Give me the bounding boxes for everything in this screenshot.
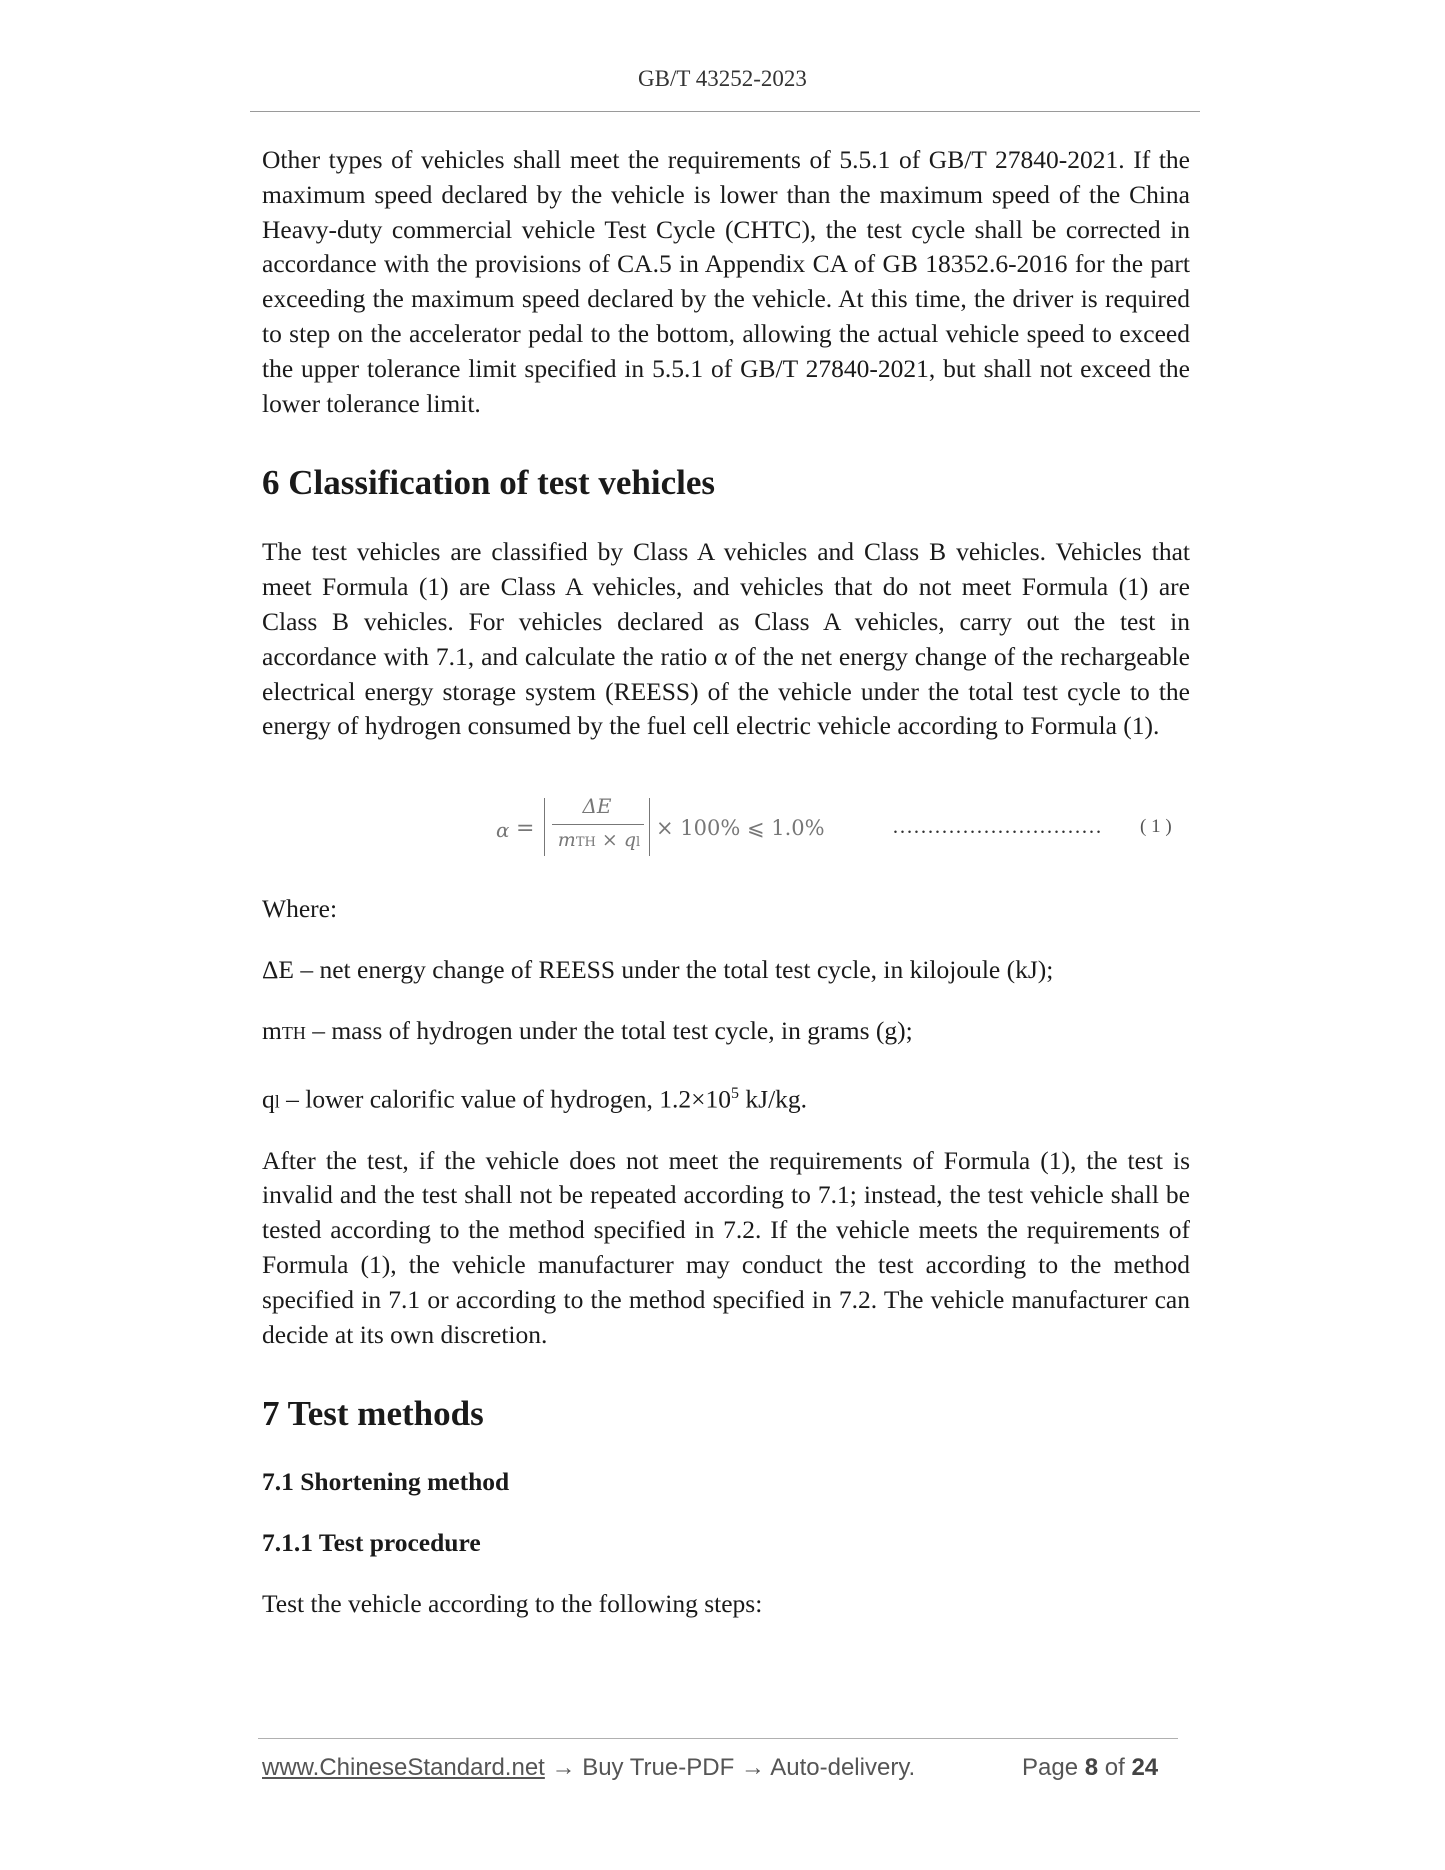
formula-rest: × 100% ⩽ 1.0% <box>656 816 825 841</box>
page-header: GB/T 43252-2023 <box>638 66 807 91</box>
section-6-heading: 6 Classification of test vehicles <box>262 463 715 503</box>
website-link[interactable]: www.ChineseStandard.net <box>262 1754 545 1781</box>
formula-1 <box>262 794 1190 874</box>
formula-alpha: α <box>496 818 510 843</box>
page-of: of <box>1104 1754 1125 1781</box>
section-7-1-heading: 7.1 Shortening method <box>262 1467 510 1497</box>
den-q-sub: l <box>636 835 641 851</box>
formula-leader-dots: ………………………… <box>892 814 1102 839</box>
arrow-1: → <box>544 1754 583 1781</box>
delivery-text: Auto-delivery. <box>770 1754 916 1781</box>
page-content <box>262 143 1190 1621</box>
formula-expression <box>496 794 856 874</box>
formula-equals: = <box>516 816 535 842</box>
page-number <box>1022 1754 1158 1782</box>
definition-delta-e <box>262 953 1190 987</box>
header-divider <box>250 111 1200 112</box>
footer-promo <box>262 1754 915 1782</box>
den-q: q <box>623 829 637 852</box>
ql-text-a: – lower calorific value of hydrogen, 1.2×10 <box>279 1084 732 1114</box>
definition-ql <box>262 1077 1190 1119</box>
mth-text: – mass of hydrogen under the total test cycle, in grams (g); <box>305 1016 913 1046</box>
formula-numerator: ΔE <box>582 794 612 819</box>
fraction-line <box>552 824 644 825</box>
ql-subscript: l <box>274 1091 280 1112</box>
buy-text: Buy True-PDF <box>582 1754 735 1781</box>
ql-symbol: q <box>262 1084 275 1114</box>
mth-subscript: TH <box>281 1023 306 1044</box>
den-times: × <box>601 829 618 852</box>
formula-number: ( 1 ) <box>1140 816 1172 838</box>
ql-exponent: 5 <box>731 1085 740 1103</box>
section-7-1-1-heading: 7.1.1 Test procedure <box>262 1528 481 1558</box>
mth-symbol: m <box>262 1016 282 1046</box>
definition-mth <box>262 1014 1190 1050</box>
den-m: m <box>557 829 576 852</box>
delta-e-symbol: ΔE <box>262 955 294 985</box>
abs-bar-left <box>544 798 545 856</box>
arrow-2: → <box>734 1754 771 1781</box>
where-label: Where: <box>262 894 338 924</box>
ql-text-b: kJ/kg. <box>739 1084 808 1114</box>
footer-divider <box>258 1738 1178 1739</box>
section-7-heading: 7 Test methods <box>262 1394 484 1434</box>
delta-e-text: – net energy change of REESS under the total test cycle, in kilojoule (kJ); <box>293 955 1054 985</box>
abs-bar-right <box>649 798 650 856</box>
classification-paragraph: The test vehicles are classified by Class A vehicles and Class B vehicles. Vehicles that meet Formula (1) are Class A vehicles, and vehicles that do not meet Formula (1) are Class B vehicles. For vehicles declared as Class A vehicles, carry out the test in accordance with 7.1, and calculate the ratio α of the net energy change of the rechargeable electrical energy storage system (REESS) of the vehicle under the total test cycle to the energy of hydrogen consumed by the fuel cell electric vehicle according to Formula (1). <box>262 537 1190 741</box>
page-total: 24 <box>1131 1754 1159 1781</box>
steps-intro: Test the vehicle according to the following steps: <box>262 1589 763 1619</box>
intro-paragraph: Other types of vehicles shall meet the requirements of 5.5.1 of GB/T 27840-2021. If the maximum speed declared by the vehicle is lower than the maximum speed of the China Heavy-duty commercial vehicle Test Cycle (CHTC), the test cycle shall be corrected in accordance with the provisions of CA.5 in Appendix CA of GB 18352.6-2016 for the part exceeding the maximum speed declared by the vehicle. At this time, the driver is required to step on the accelerator pedal to the bottom, allowing the actual vehicle speed to exceed the upper tolerance limit specified in 5.5.1 of GB/T 27840-2021, but shall not exceed the lower tolerance limit. <box>262 145 1190 418</box>
page-label: Page <box>1022 1754 1079 1781</box>
after-test-paragraph: After the test, if the vehicle does not meet the requirements of Formula (1), the test is invalid and the test shall not be repeated according to 7.1; instead, the test vehicle shall be tested according to the method specified in 7.2. If the vehicle meets the requirements of Formula (1), the vehicle manufacturer may conduct the test according to the method specified in 7.1 or according to the method specified in 7.2. The vehicle manufacturer can decide at its own discretion. <box>262 1145 1190 1349</box>
page-current: 8 <box>1084 1754 1099 1781</box>
formula-denominator <box>550 829 648 851</box>
den-m-sub: TH <box>575 835 596 851</box>
